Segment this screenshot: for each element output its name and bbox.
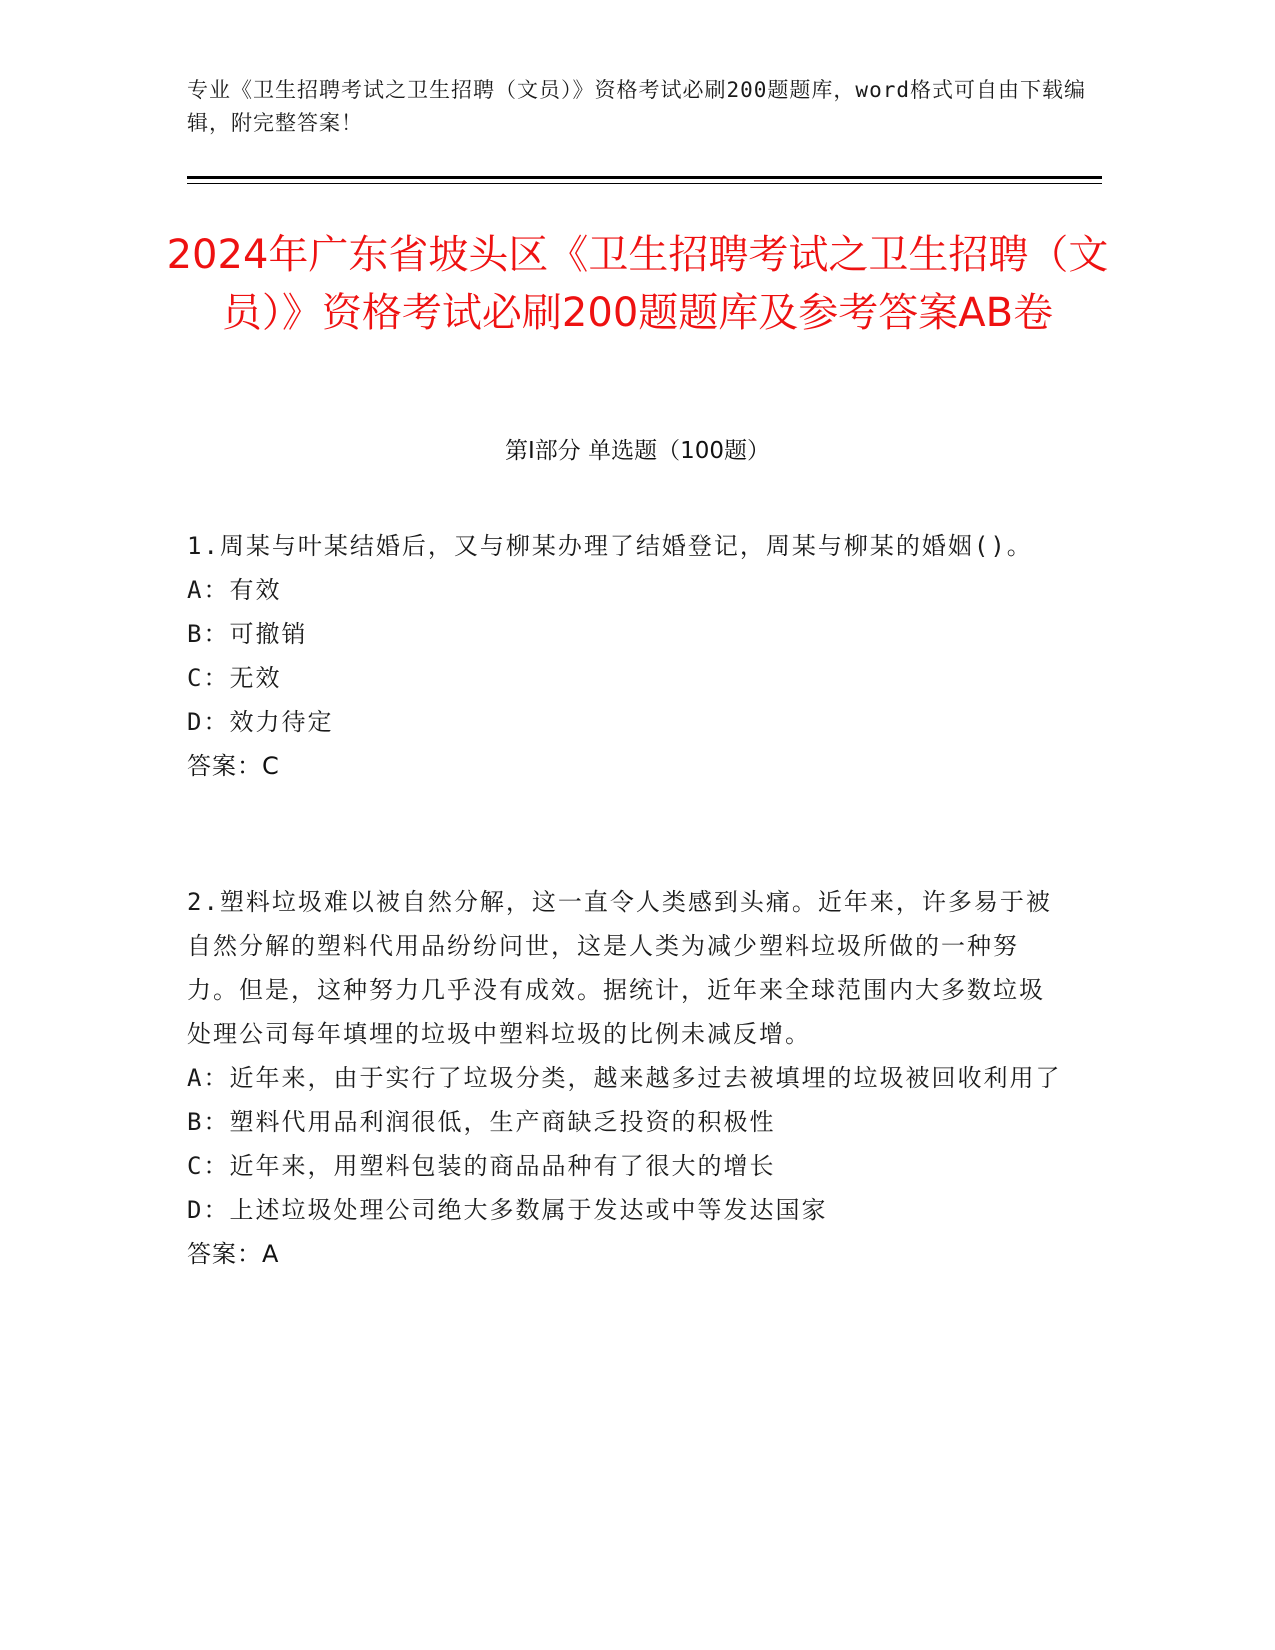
option-d: D：上述垃圾处理公司绝大多数属于发达或中等发达国家	[187, 1196, 828, 1224]
document-title: 2024年广东省坡头区《卫生招聘考试之卫生招聘（文员）》资格考试必刷200题题库及参考答案AB卷	[166, 232, 1109, 336]
option-b: B：塑料代用品利润很低，生产商缺乏投资的积极性	[187, 1108, 776, 1136]
option-b: B：可撤销	[187, 620, 308, 648]
question-block	[187, 880, 1067, 1276]
option-d: D：效力待定	[187, 708, 334, 736]
section-heading: 第Ⅰ部分 单选题（100题）	[505, 438, 770, 464]
option-c: C：近年来，用塑料包装的商品品种有了很大的增长	[187, 1152, 776, 1180]
answer-line: 答案：A	[187, 1240, 280, 1268]
question-stem: 2.塑料垃圾难以被自然分解，这一直令人类感到头痛。近年来，许多易于被自然分解的塑料代用品纷纷问世，这是人类为减少塑料垃圾所做的一种努力。但是，这种努力几乎没有成效。据统计，近年来全球范围内大多数垃圾处理公司每年填埋的垃圾中塑料垃圾的比例未减反增。	[187, 888, 1052, 1048]
header-divider-thick	[187, 176, 1102, 179]
answer-line: 答案：C	[187, 752, 280, 780]
option-a: A：近年来，由于实行了垃圾分类，越来越多过去被填埋的垃圾被回收利用了	[187, 1064, 1062, 1092]
header-divider-thin	[187, 183, 1102, 184]
header-note: 专业《卫生招聘考试之卫生招聘（文员）》资格考试必刷200题题库，word格式可自由下载编辑，附完整答案！	[187, 78, 1086, 135]
option-c: C：无效	[187, 664, 282, 692]
question-stem: 1.周某与叶某结婚后，又与柳某办理了结婚登记，周某与柳某的婚姻()。	[187, 532, 1033, 560]
option-a: A：有效	[187, 576, 282, 604]
question-block	[187, 524, 1067, 788]
